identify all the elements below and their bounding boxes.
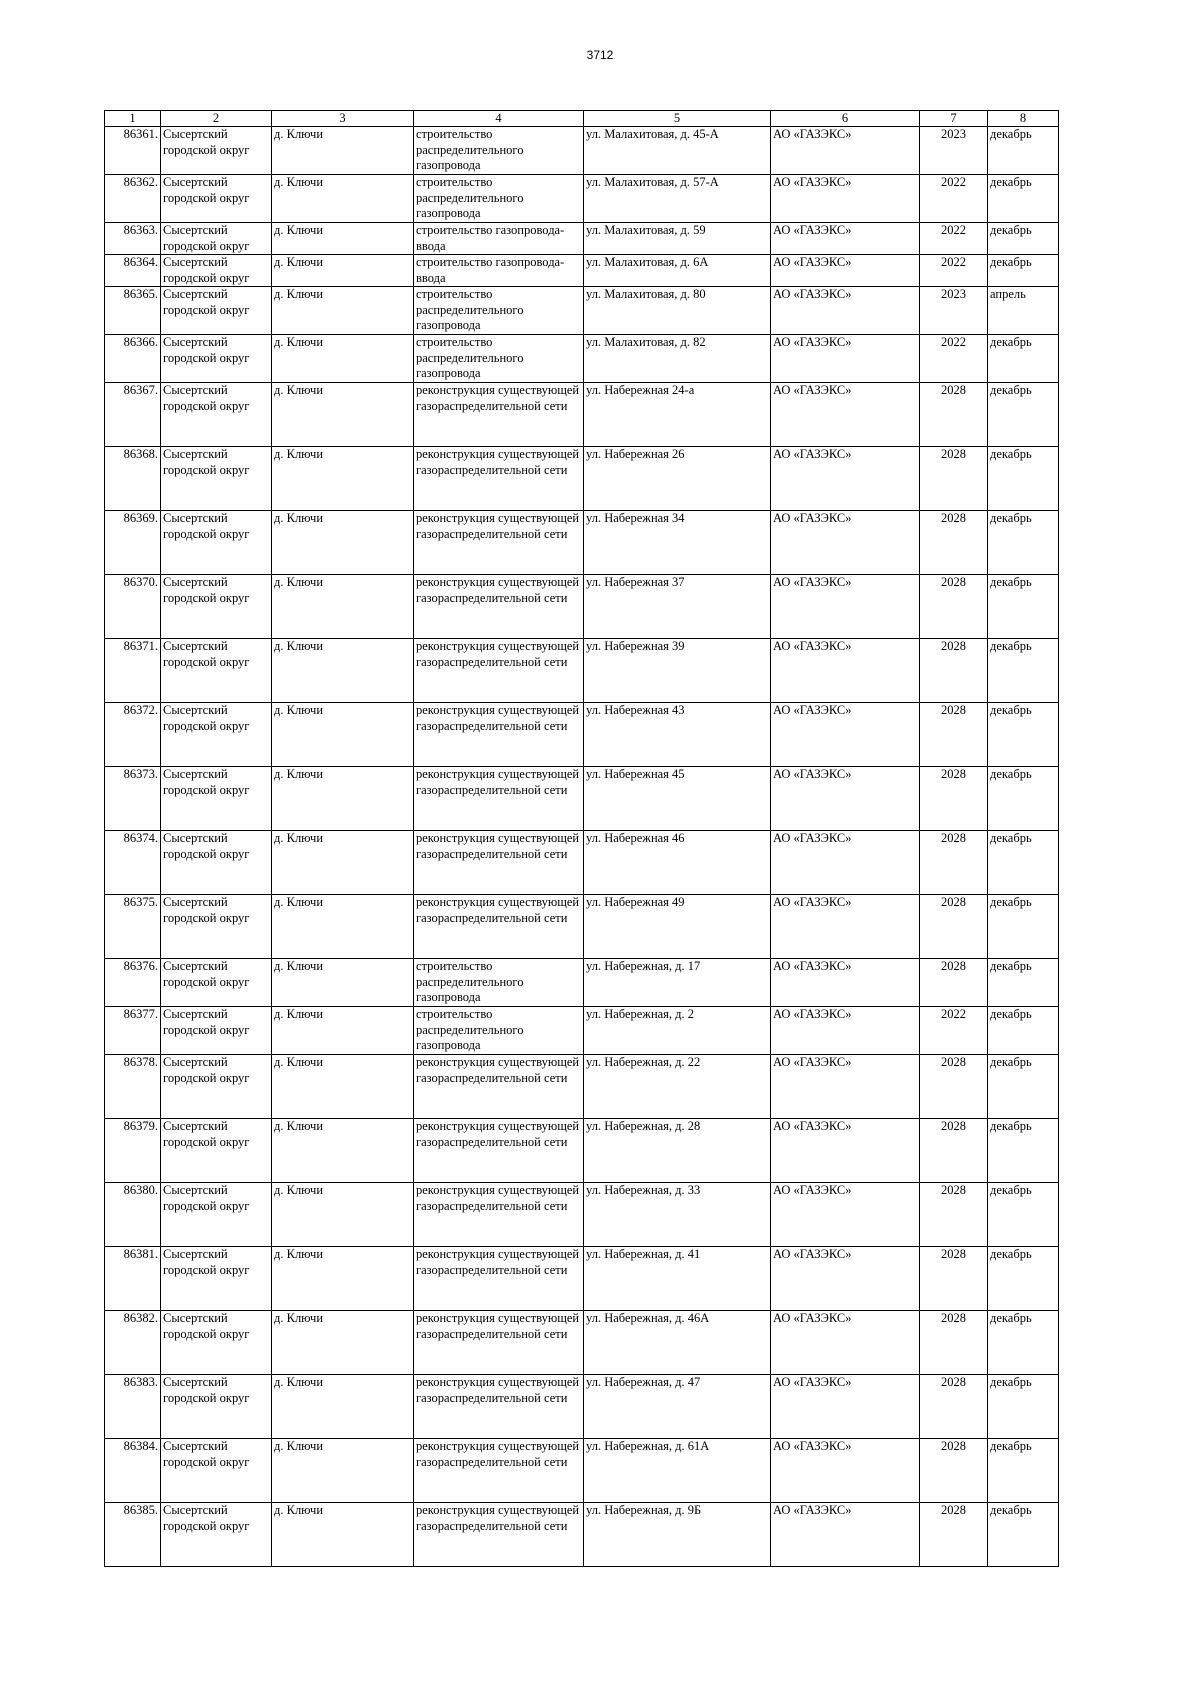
year-cell: 2028 [920, 1183, 988, 1247]
table-row [105, 287, 1059, 335]
work-type-cell: строительство распределительного газопровода [414, 959, 584, 1007]
organization-cell: АО «ГАЗЭКС» [771, 1007, 920, 1055]
organization-cell: АО «ГАЗЭКС» [771, 287, 920, 335]
organization-cell: АО «ГАЗЭКС» [771, 767, 920, 831]
table-row [105, 767, 1059, 831]
page-number: 3712 [586, 48, 614, 62]
organization-cell: АО «ГАЗЭКС» [771, 511, 920, 575]
address-cell: ул. Набережная, д. 9Б [584, 1503, 771, 1567]
row-number: 86378. [105, 1055, 161, 1119]
organization-cell: АО «ГАЗЭКС» [771, 703, 920, 767]
table-row [105, 703, 1059, 767]
year-cell: 2022 [920, 175, 988, 223]
district-cell: Сысертский городской округ [161, 1503, 272, 1567]
table-row [105, 1247, 1059, 1311]
month-cell: декабрь [988, 767, 1059, 831]
row-number: 86362. [105, 175, 161, 223]
address-cell: ул. Малахитовая, д. 6А [584, 255, 771, 287]
month-cell: декабрь [988, 575, 1059, 639]
row-number: 86366. [105, 335, 161, 383]
settlement-cell: д. Ключи [272, 1007, 414, 1055]
address-cell: ул. Набережная, д. 2 [584, 1007, 771, 1055]
work-type-cell: реконструкция существующей газораспределительной сети [414, 1119, 584, 1183]
address-cell: ул. Набережная 34 [584, 511, 771, 575]
organization-cell: АО «ГАЗЭКС» [771, 175, 920, 223]
year-cell: 2028 [920, 575, 988, 639]
work-type-cell: реконструкция существующей газораспределительной сети [414, 383, 584, 447]
table-row [105, 1439, 1059, 1503]
work-type-cell: реконструкция существующей газораспределительной сети [414, 1503, 584, 1567]
row-number: 86369. [105, 511, 161, 575]
district-cell: Сысертский городской округ [161, 1183, 272, 1247]
row-number: 86372. [105, 703, 161, 767]
year-cell: 2023 [920, 127, 988, 175]
address-cell: ул. Набережная, д. 46А [584, 1311, 771, 1375]
row-number: 86370. [105, 575, 161, 639]
row-number: 86385. [105, 1503, 161, 1567]
year-cell: 2022 [920, 255, 988, 287]
work-type-cell: строительство распределительного газопровода [414, 335, 584, 383]
district-cell: Сысертский городской округ [161, 831, 272, 895]
table-row [105, 447, 1059, 511]
work-type-cell: строительство газопровода-ввода [414, 255, 584, 287]
organization-cell: АО «ГАЗЭКС» [771, 447, 920, 511]
month-cell: декабрь [988, 1439, 1059, 1503]
address-cell: ул. Малахитовая, д. 82 [584, 335, 771, 383]
settlement-cell: д. Ключи [272, 287, 414, 335]
address-cell: ул. Набережная 24-а [584, 383, 771, 447]
work-type-cell: реконструкция существующей газораспределительной сети [414, 1055, 584, 1119]
organization-cell: АО «ГАЗЭКС» [771, 335, 920, 383]
month-cell: декабрь [988, 895, 1059, 959]
table-row [105, 575, 1059, 639]
district-cell: Сысертский городской округ [161, 447, 272, 511]
work-type-cell: реконструкция существующей газораспределительной сети [414, 639, 584, 703]
work-type-cell: реконструкция существующей газораспределительной сети [414, 511, 584, 575]
table-row [105, 511, 1059, 575]
district-cell: Сысертский городской округ [161, 223, 272, 255]
settlement-cell: д. Ключи [272, 1119, 414, 1183]
settlement-cell: д. Ключи [272, 511, 414, 575]
work-type-cell: реконструкция существующей газораспределительной сети [414, 1183, 584, 1247]
organization-cell: АО «ГАЗЭКС» [771, 895, 920, 959]
table-row [105, 1311, 1059, 1375]
district-cell: Сысертский городской округ [161, 1375, 272, 1439]
table-body [105, 127, 1059, 1567]
district-cell: Сысертский городской округ [161, 335, 272, 383]
district-cell: Сысертский городской округ [161, 511, 272, 575]
district-cell: Сысертский городской округ [161, 703, 272, 767]
organization-cell: АО «ГАЗЭКС» [771, 639, 920, 703]
organization-cell: АО «ГАЗЭКС» [771, 383, 920, 447]
settlement-cell: д. Ключи [272, 447, 414, 511]
table-row [105, 127, 1059, 175]
row-number: 86383. [105, 1375, 161, 1439]
table-row [105, 831, 1059, 895]
month-cell: декабрь [988, 1055, 1059, 1119]
row-number: 86373. [105, 767, 161, 831]
district-cell: Сысертский городской округ [161, 1247, 272, 1311]
row-number: 86371. [105, 639, 161, 703]
district-cell: Сысертский городской округ [161, 255, 272, 287]
month-cell: декабрь [988, 511, 1059, 575]
table-row [105, 223, 1059, 255]
year-cell: 2022 [920, 223, 988, 255]
settlement-cell: д. Ключи [272, 1439, 414, 1503]
year-cell: 2022 [920, 1007, 988, 1055]
column-header-7: 7 [920, 111, 988, 127]
month-cell: декабрь [988, 223, 1059, 255]
settlement-cell: д. Ключи [272, 1503, 414, 1567]
address-cell: ул. Набережная 26 [584, 447, 771, 511]
row-number: 86377. [105, 1007, 161, 1055]
month-cell: декабрь [988, 447, 1059, 511]
year-cell: 2028 [920, 831, 988, 895]
address-cell: ул. Набережная, д. 17 [584, 959, 771, 1007]
district-cell: Сысертский городской округ [161, 1311, 272, 1375]
year-cell: 2028 [920, 383, 988, 447]
year-cell: 2028 [920, 1247, 988, 1311]
address-cell: ул. Набережная 45 [584, 767, 771, 831]
work-type-cell: реконструкция существующей газораспределительной сети [414, 767, 584, 831]
row-number: 86365. [105, 287, 161, 335]
address-cell: ул. Набережная, д. 33 [584, 1183, 771, 1247]
table-row [105, 255, 1059, 287]
month-cell: декабрь [988, 703, 1059, 767]
month-cell: апрель [988, 287, 1059, 335]
work-type-cell: реконструкция существующей газораспределительной сети [414, 447, 584, 511]
work-type-cell: реконструкция существующей газораспределительной сети [414, 703, 584, 767]
settlement-cell: д. Ключи [272, 1311, 414, 1375]
month-cell: декабрь [988, 383, 1059, 447]
district-cell: Сысертский городской округ [161, 383, 272, 447]
work-type-cell: строительство распределительного газопровода [414, 175, 584, 223]
settlement-cell: д. Ключи [272, 383, 414, 447]
year-cell: 2028 [920, 447, 988, 511]
settlement-cell: д. Ключи [272, 703, 414, 767]
table-row [105, 959, 1059, 1007]
district-cell: Сысертский городской округ [161, 175, 272, 223]
row-number: 86380. [105, 1183, 161, 1247]
work-type-cell: строительство распределительного газопровода [414, 287, 584, 335]
row-number: 86374. [105, 831, 161, 895]
settlement-cell: д. Ключи [272, 959, 414, 1007]
table-row [105, 175, 1059, 223]
column-header-3: 3 [272, 111, 414, 127]
table-row [105, 383, 1059, 447]
district-cell: Сысертский городской округ [161, 1055, 272, 1119]
month-cell: декабрь [988, 1247, 1059, 1311]
year-cell: 2028 [920, 703, 988, 767]
month-cell: декабрь [988, 255, 1059, 287]
work-type-cell: реконструкция существующей газораспределительной сети [414, 1439, 584, 1503]
organization-cell: АО «ГАЗЭКС» [771, 1055, 920, 1119]
year-cell: 2028 [920, 895, 988, 959]
address-cell: ул. Набережная, д. 28 [584, 1119, 771, 1183]
table-row [105, 639, 1059, 703]
year-cell: 2028 [920, 1375, 988, 1439]
settlement-cell: д. Ключи [272, 335, 414, 383]
month-cell: декабрь [988, 1375, 1059, 1439]
district-cell: Сысертский городской округ [161, 575, 272, 639]
column-header-2: 2 [161, 111, 272, 127]
row-number: 86381. [105, 1247, 161, 1311]
settlement-cell: д. Ключи [272, 639, 414, 703]
row-number: 86367. [105, 383, 161, 447]
month-cell: декабрь [988, 1183, 1059, 1247]
work-type-cell: реконструкция существующей газораспределительной сети [414, 1247, 584, 1311]
address-cell: ул. Малахитовая, д. 57-А [584, 175, 771, 223]
year-cell: 2028 [920, 1311, 988, 1375]
row-number: 86376. [105, 959, 161, 1007]
year-cell: 2028 [920, 767, 988, 831]
address-cell: ул. Набережная, д. 41 [584, 1247, 771, 1311]
settlement-cell: д. Ключи [272, 127, 414, 175]
work-type-cell: реконструкция существующей газораспределительной сети [414, 1375, 584, 1439]
address-cell: ул. Малахитовая, д. 80 [584, 287, 771, 335]
address-cell: ул. Набережная 39 [584, 639, 771, 703]
table-row [105, 1503, 1059, 1567]
month-cell: декабрь [988, 831, 1059, 895]
row-number: 86363. [105, 223, 161, 255]
column-header-8: 8 [988, 111, 1059, 127]
settlement-cell: д. Ключи [272, 1375, 414, 1439]
district-cell: Сысертский городской округ [161, 1439, 272, 1503]
organization-cell: АО «ГАЗЭКС» [771, 1439, 920, 1503]
work-type-cell: строительство газопровода-ввода [414, 223, 584, 255]
table-row [105, 1375, 1059, 1439]
work-type-cell: реконструкция существующей газораспределительной сети [414, 575, 584, 639]
column-header-1: 1 [105, 111, 161, 127]
organization-cell: АО «ГАЗЭКС» [771, 1119, 920, 1183]
work-type-cell: строительство распределительного газопровода [414, 1007, 584, 1055]
gasification-table [104, 110, 1059, 1567]
year-cell: 2028 [920, 1503, 988, 1567]
address-cell: ул. Малахитовая, д. 45-А [584, 127, 771, 175]
settlement-cell: д. Ключи [272, 255, 414, 287]
header-row [105, 111, 1059, 127]
settlement-cell: д. Ключи [272, 767, 414, 831]
address-cell: ул. Набережная, д. 47 [584, 1375, 771, 1439]
table-header [105, 111, 1059, 127]
year-cell: 2028 [920, 1055, 988, 1119]
organization-cell: АО «ГАЗЭКС» [771, 575, 920, 639]
column-header-4: 4 [414, 111, 584, 127]
month-cell: декабрь [988, 127, 1059, 175]
row-number: 86364. [105, 255, 161, 287]
table-row [105, 1119, 1059, 1183]
organization-cell: АО «ГАЗЭКС» [771, 959, 920, 1007]
year-cell: 2028 [920, 511, 988, 575]
month-cell: декабрь [988, 639, 1059, 703]
district-cell: Сысертский городской округ [161, 127, 272, 175]
address-cell: ул. Набережная 46 [584, 831, 771, 895]
organization-cell: АО «ГАЗЭКС» [771, 1247, 920, 1311]
column-header-6: 6 [771, 111, 920, 127]
year-cell: 2028 [920, 959, 988, 1007]
settlement-cell: д. Ключи [272, 1055, 414, 1119]
address-cell: ул. Набережная, д. 22 [584, 1055, 771, 1119]
year-cell: 2022 [920, 335, 988, 383]
work-type-cell: реконструкция существующей газораспределительной сети [414, 831, 584, 895]
year-cell: 2028 [920, 1439, 988, 1503]
district-cell: Сысертский городской округ [161, 959, 272, 1007]
month-cell: декабрь [988, 1119, 1059, 1183]
row-number: 86375. [105, 895, 161, 959]
table-row [105, 1007, 1059, 1055]
table-row [105, 1055, 1059, 1119]
column-header-5: 5 [584, 111, 771, 127]
row-number: 86361. [105, 127, 161, 175]
year-cell: 2028 [920, 639, 988, 703]
work-type-cell: реконструкция существующей газораспределительной сети [414, 895, 584, 959]
organization-cell: АО «ГАЗЭКС» [771, 1375, 920, 1439]
table-row [105, 1183, 1059, 1247]
settlement-cell: д. Ключи [272, 1183, 414, 1247]
address-cell: ул. Малахитовая, д. 59 [584, 223, 771, 255]
settlement-cell: д. Ключи [272, 895, 414, 959]
month-cell: декабрь [988, 175, 1059, 223]
address-cell: ул. Набережная, д. 61А [584, 1439, 771, 1503]
district-cell: Сысертский городской округ [161, 1119, 272, 1183]
address-cell: ул. Набережная 43 [584, 703, 771, 767]
organization-cell: АО «ГАЗЭКС» [771, 223, 920, 255]
organization-cell: АО «ГАЗЭКС» [771, 127, 920, 175]
organization-cell: АО «ГАЗЭКС» [771, 831, 920, 895]
month-cell: декабрь [988, 1007, 1059, 1055]
month-cell: декабрь [988, 335, 1059, 383]
district-cell: Сысертский городской округ [161, 767, 272, 831]
row-number: 86379. [105, 1119, 161, 1183]
settlement-cell: д. Ключи [272, 223, 414, 255]
settlement-cell: д. Ключи [272, 831, 414, 895]
table-row [105, 335, 1059, 383]
row-number: 86384. [105, 1439, 161, 1503]
organization-cell: АО «ГАЗЭКС» [771, 255, 920, 287]
year-cell: 2028 [920, 1119, 988, 1183]
month-cell: декабрь [988, 959, 1059, 1007]
district-cell: Сысертский городской округ [161, 287, 272, 335]
organization-cell: АО «ГАЗЭКС» [771, 1503, 920, 1567]
settlement-cell: д. Ключи [272, 175, 414, 223]
row-number: 86368. [105, 447, 161, 511]
address-cell: ул. Набережная 37 [584, 575, 771, 639]
settlement-cell: д. Ключи [272, 1247, 414, 1311]
month-cell: декабрь [988, 1503, 1059, 1567]
table-row [105, 895, 1059, 959]
year-cell: 2023 [920, 287, 988, 335]
work-type-cell: строительство распределительного газопровода [414, 127, 584, 175]
work-type-cell: реконструкция существующей газораспределительной сети [414, 1311, 584, 1375]
district-cell: Сысертский городской округ [161, 639, 272, 703]
month-cell: декабрь [988, 1311, 1059, 1375]
organization-cell: АО «ГАЗЭКС» [771, 1311, 920, 1375]
organization-cell: АО «ГАЗЭКС» [771, 1183, 920, 1247]
settlement-cell: д. Ключи [272, 575, 414, 639]
district-cell: Сысертский городской округ [161, 895, 272, 959]
row-number: 86382. [105, 1311, 161, 1375]
address-cell: ул. Набережная 49 [584, 895, 771, 959]
district-cell: Сысертский городской округ [161, 1007, 272, 1055]
